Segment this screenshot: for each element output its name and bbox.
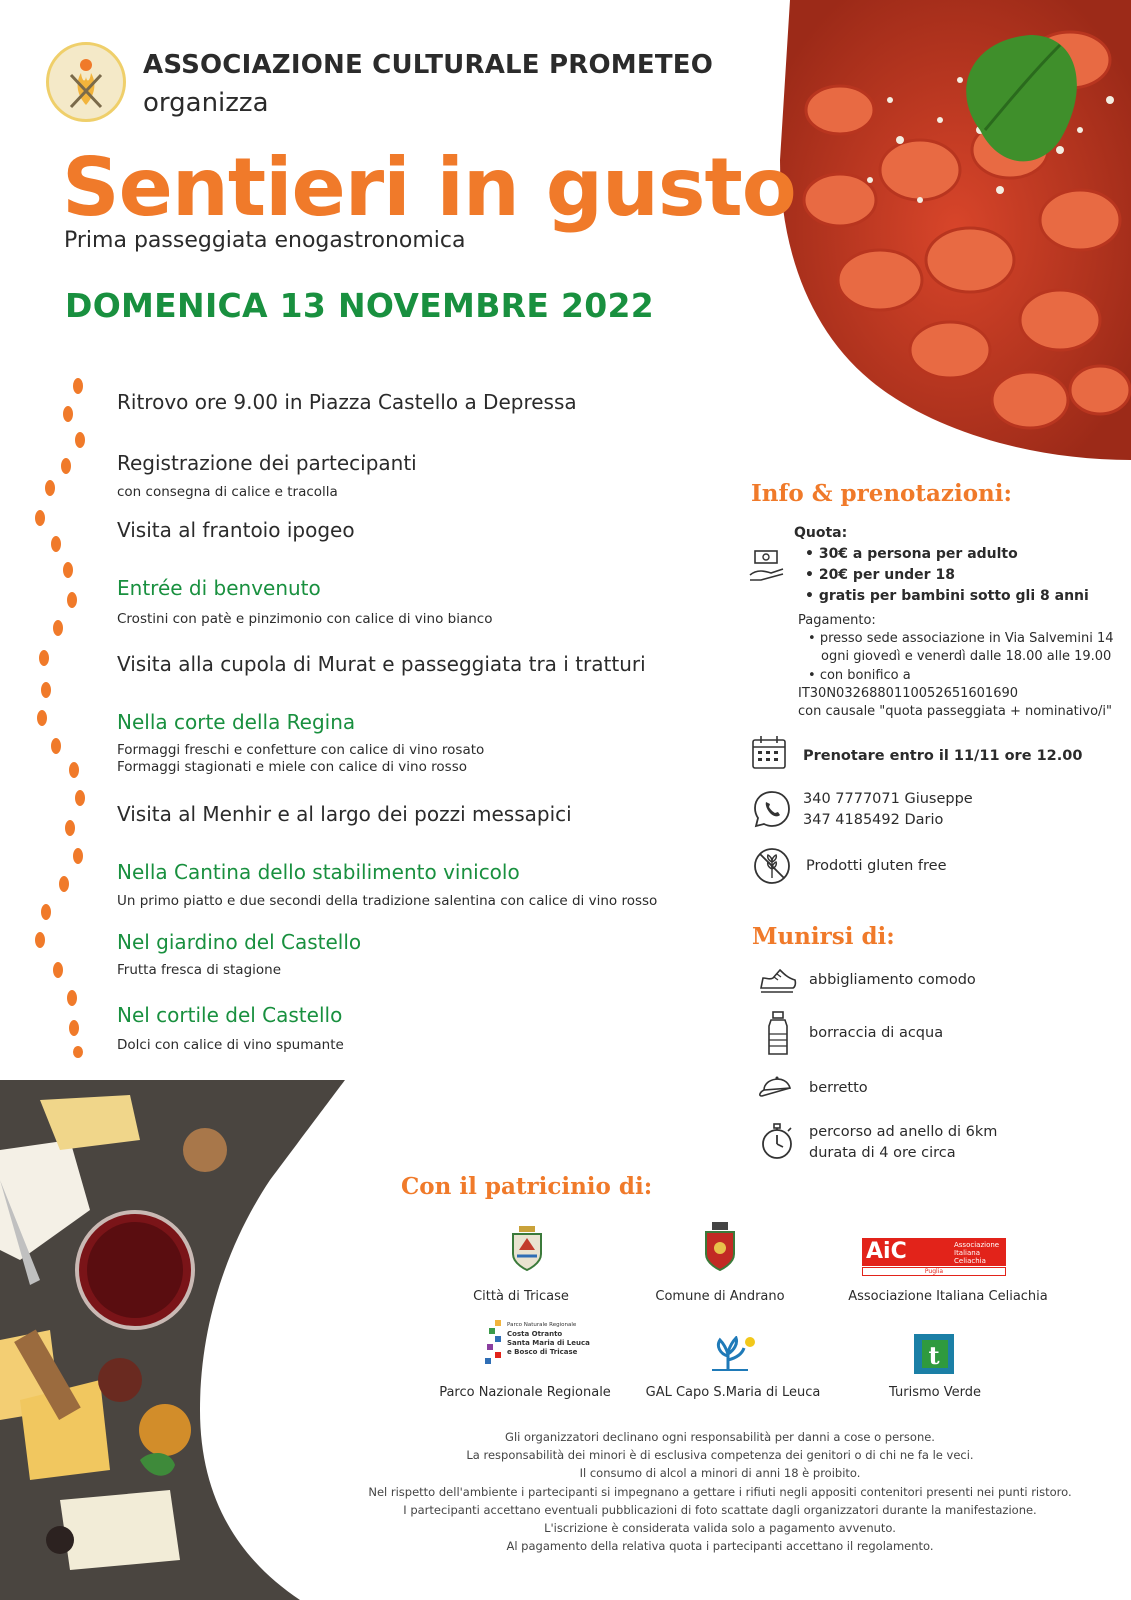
sponsor-andrano: Comune di Andrano <box>655 1289 785 1304</box>
payment-option-2: • con bonifico a <box>808 668 911 683</box>
disclaimer-line: La responsabilità dei minori è di esclusiva competenza dei genitori o di chi ne fa le veci. <box>466 1448 974 1463</box>
event-title: Sentieri in gusto <box>62 141 796 234</box>
payment-label: Pagamento: <box>798 613 876 628</box>
munirsi-item-clothing: abbigliamento comodo <box>809 972 976 988</box>
prometeo-logo <box>46 42 126 122</box>
disclaimer-line: Il consumo di alcol a minori di anni 18 è proibito. <box>579 1466 861 1481</box>
program-welcome-note: Crostini con patè e pinzimonio con calice di vino bianco <box>117 611 493 627</box>
program-meeting: Ritrovo ore 9.00 in Piazza Castello a Depressa <box>117 390 577 414</box>
disclaimer-line: I partecipanti accettano eventuali pubblicazioni di foto scattate dagli organizzatori durante la manifestazione. <box>403 1502 1037 1517</box>
program-visit-cupola: Visita alla cupola di Murat e passeggiata tra i tratturi <box>117 652 646 676</box>
munirsi-item-cap: berretto <box>809 1080 868 1096</box>
route-duration: durata di 4 ore circa <box>809 1145 956 1161</box>
gluten-free-icon <box>752 846 792 886</box>
footprints-trail <box>28 378 103 1058</box>
calendar-icon <box>749 733 789 773</box>
whatsapp-icon <box>752 789 792 829</box>
svg-text:t: t <box>928 1341 940 1370</box>
sponsor-gal: GAL Capo S.Maria di Leuca <box>645 1385 821 1400</box>
munirsi-item-bottle: borraccia di acqua <box>809 1025 944 1041</box>
program-registration: Registrazione dei partecipanti <box>117 451 417 475</box>
sneaker-icon <box>758 960 798 1000</box>
program-welcome: Entrée di benvenuto <box>117 576 321 600</box>
program-cantina: Nella Cantina dello stabilimento vinicolo <box>117 860 520 884</box>
organization-name: ASSOCIAZIONE CULTURALE PROMETEO <box>143 50 714 80</box>
gal-logo <box>708 1336 758 1372</box>
cash-hand-icon <box>747 545 787 585</box>
disclaimer-line: Al pagamento della relativa quota i partecipanti accettano il regolamento. <box>506 1539 934 1554</box>
program-cortile-note: Dolci con calice di vino spumante <box>117 1037 344 1053</box>
program-cortile: Nel cortile del Castello <box>117 1003 343 1027</box>
info-heading: Info & prenotazioni: <box>751 480 1013 507</box>
tricase-crest-icon <box>507 1224 547 1272</box>
program-regina-note-2: Formaggi stagionati e miele con calice di vino rosso <box>117 759 467 775</box>
sponsors-heading: Con il patricinio di: <box>401 1173 653 1200</box>
quota-item: • gratis per bambini sotto gli 8 anni <box>805 588 1089 604</box>
turismo-verde-logo <box>914 1334 954 1374</box>
iban: IT30N0326880110052651601690 <box>798 686 1019 701</box>
quota-list <box>805 546 1089 609</box>
payment-option-1-hours: ogni giovedì e venerdì dalle 18.00 alle 19.00 <box>821 649 1112 664</box>
sponsor-aic: Associazione Italiana Celiachia <box>848 1289 1048 1304</box>
organization-subtitle: organizza <box>143 88 269 118</box>
quota-item: • 20€ per under 18 <box>805 567 955 583</box>
program-cantina-note: Un primo piatto e due secondi della tradizione salentina con calice di vino rosso <box>117 893 658 909</box>
program-giardino-note: Frutta fresca di stagione <box>117 962 282 978</box>
sponsor-parco: Parco Nazionale Regionale <box>439 1385 611 1400</box>
payment-causale: con causale "quota passeggiata + nominativo/i" <box>798 704 1112 719</box>
sponsor-tricase: Città di Tricase <box>473 1289 569 1304</box>
phone-giuseppe[interactable]: 340 7777071 Giuseppe <box>803 791 973 807</box>
program-registration-note: con consegna di calice e tracolla <box>117 484 338 500</box>
disclaimer <box>350 1428 1090 1555</box>
stopwatch-icon <box>757 1121 797 1161</box>
andrano-crest-icon <box>700 1220 740 1272</box>
disclaimer-line: Gli organizzatori declinano ogni responsabilità per danni a cose o persone. <box>505 1430 935 1444</box>
water-bottle-icon <box>758 1010 798 1058</box>
sponsor-turismo-verde: Turismo Verde <box>889 1385 981 1400</box>
parco-logo: Parco Naturale Regionale Costa Otranto Santa Maria di Leuca e Bosco di Tricase <box>483 1318 593 1368</box>
quota-label: Quota: <box>794 525 848 541</box>
gluten-free-label: Prodotti gluten free <box>806 858 947 874</box>
event-subtitle: Prima passeggiata enogastronomica <box>64 228 466 253</box>
program-regina: Nella corte della Regina <box>117 710 356 734</box>
quota-item: • 30€ a persona per adulto <box>805 546 1018 562</box>
cap-icon <box>756 1066 796 1106</box>
payment-option-1: • presso sede associazione in Via Salvemini 14 <box>808 631 1114 646</box>
cheese-wine-photo <box>0 1080 345 1600</box>
aic-logo: AiC Associazione Italiana Celiachia Puglia <box>862 1238 1006 1278</box>
route-length: percorso ad anello di 6km <box>809 1124 998 1140</box>
munirsi-heading: Munirsi di: <box>752 923 895 950</box>
program-giardino: Nel giardino del Castello <box>117 930 362 954</box>
program-visit-frantoio: Visita al frantoio ipogeo <box>117 518 355 542</box>
phone-dario[interactable]: 347 4185492 Dario <box>803 812 944 828</box>
disclaimer-line: Nel rispetto dell'ambiente i partecipanti si impegnano a gettare i rifiuti negli appositi contenitori presenti nei punti ristoro. <box>368 1484 1072 1499</box>
booking-deadline: Prenotare entro il 11/11 ore 12.00 <box>803 748 1083 764</box>
disclaimer-line: L'iscrizione è considerata valida solo a pagamento avvenuto. <box>544 1521 896 1536</box>
event-date: DOMENICA 13 NOVEMBRE 2022 <box>65 286 655 325</box>
program-visit-menhir: Visita al Menhir e al largo dei pozzi messapici <box>117 802 572 826</box>
program-regina-note-1: Formaggi freschi e confetture con calice di vino rosato <box>117 742 485 758</box>
pasta-photo <box>780 0 1131 460</box>
